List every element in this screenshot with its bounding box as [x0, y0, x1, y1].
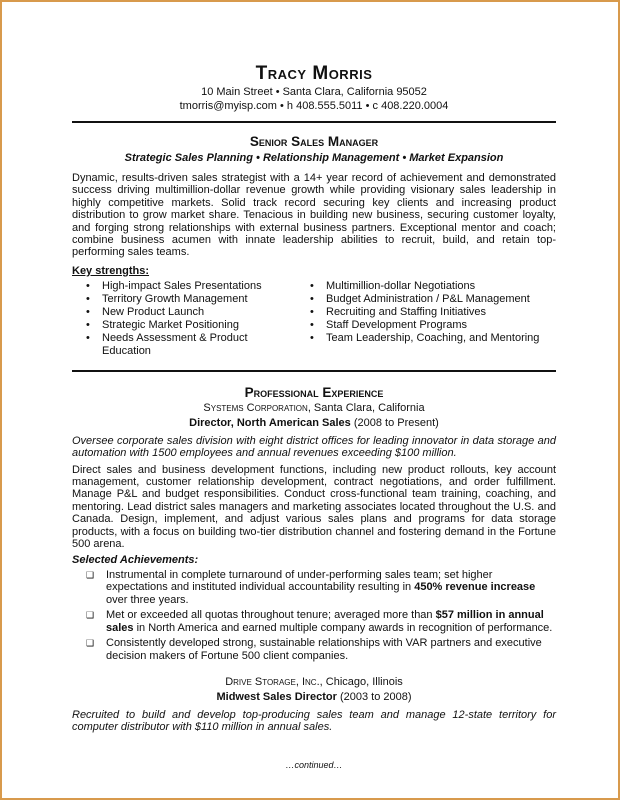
candidate-name: Tracy Morris [255, 63, 373, 84]
square-check-bullet-icon: ❑ [86, 638, 95, 649]
square-check-bullet-icon: ❑ [86, 569, 95, 580]
job2-company: Drive Storage, Inc. [225, 675, 320, 688]
job1-company-line [72, 401, 556, 416]
tagline: Strategic Sales Planning • Relationship Management • Market Expansion [124, 152, 504, 164]
list-item: • Multimillion-dollar Negotiations [296, 280, 556, 293]
target-title: Senior Sales Manager [249, 134, 379, 149]
strengths-left-column [72, 280, 296, 358]
achievements-list [72, 569, 556, 663]
key-strengths-list [72, 280, 556, 358]
address-line: 10 Main Street • Santa Clara, California 95052 [201, 86, 427, 98]
list-item: • Staff Development Programs [296, 319, 556, 332]
resume-page [72, 62, 556, 771]
list-item: • Territory Growth Management [72, 293, 296, 306]
experience-heading: Professional Experience [244, 384, 384, 400]
job1-location: , Santa Clara, California [307, 401, 425, 414]
list-item: • Recruiting and Staffing Initiatives [296, 306, 556, 319]
achievement-text: over three years. [106, 593, 189, 606]
job2-dates: (2003 to 2008) [336, 690, 412, 703]
header-divider [72, 121, 556, 123]
job1-overview: Oversee corporate sales division with eight district offices for leading innovator in data storage and automation with 1500 employees and annual revenues exceeding $100 million. [72, 434, 556, 460]
list-item: • New Product Launch [72, 306, 296, 319]
achievement-highlight: $57 million in annual sales [106, 609, 544, 634]
strengths-right-column [296, 280, 556, 358]
key-strengths-heading: Key strengths: [72, 264, 150, 277]
achievements-heading: Selected Achievements: [72, 553, 199, 566]
list-item: • Team Leadership, Coaching, and Mentoring [296, 332, 556, 345]
continued-marker: …continued… [285, 760, 343, 771]
summary-paragraph: Dynamic, results-driven sales strategist with a 14+ year record of achievement and demonstrated success driving multimillion-dollar revenue growth while providing visionary sales leadership in highly competitive markets. Solid track record securing key clients and increasing product distribution to grow market share. Tenacious in building new business, securing customer loyalty, and forging strong relationships with external business partners. Exceptional mentor and coach; combine business acumen with innate leadership abilities to recruit, build, and retain top-performing sales teams. [72, 172, 556, 259]
job2-title: Midwest Sales Director [216, 690, 337, 703]
list-item: • Needs Assessment & Product Education [72, 332, 296, 358]
list-item: • Budget Administration / P&L Management [296, 293, 556, 306]
achievement-text: Met or exceeded all quotas throughout tenure; averaged more than [106, 609, 436, 622]
job2-title-line [72, 690, 556, 705]
achievement-text: Instrumental in complete turnaround of under-performing sales team; set higher expectations and instituted individual accountability resulting in [106, 568, 493, 594]
job2-company-line [72, 675, 556, 690]
contact-line: tmorris@myisp.com • h 408.555.5011 • c 408.220.0004 [179, 99, 449, 112]
job1-company: Systems Corporation [203, 401, 308, 414]
job2-overview: Recruited to build and develop top-producing sales team and manage 12-state territory for computer distributor with $110 million in annual sales. [72, 708, 556, 734]
job1-description: Direct sales and business development functions, including new product rollouts, key account management, customer relationship development, contract negotiations, and order fulfillment. Manage P&L and budget responsibilities. Conduct cross-functional team training, coaching, and mentoring. Lead district sales managers and marketing associates located throughout the U.S. and Canada. Design, implement, and adjust various sales plans and programs for data storage products, with a focus on building two-tier distribution channel and fostering demand in the Fortune 500 arena. [72, 463, 556, 551]
job1-title-line [72, 416, 556, 431]
square-check-bullet-icon: ❑ [86, 610, 95, 621]
resume-header [72, 62, 556, 113]
achievement-item [72, 569, 556, 607]
job1-title: Director, North American Sales [189, 416, 351, 429]
job2-location: , Chicago, Illinois [319, 675, 403, 688]
achievement-item [72, 637, 556, 662]
summary-section [72, 133, 556, 166]
achievement-highlight: 450% revenue increase [414, 581, 536, 594]
section-divider [72, 370, 556, 372]
achievement-text: in North America and earned multiple company awards in recognition of performance. [133, 621, 553, 634]
list-item: • High-impact Sales Presentations [72, 280, 296, 293]
job1-dates: (2008 to Present) [350, 416, 439, 429]
achievement-text: Consistently developed strong, sustainable relationships with VAR partners and executive decision makers of Fortune 500 client companies. [106, 637, 542, 663]
achievement-item [72, 609, 556, 634]
list-item: • Strategic Market Positioning [72, 319, 296, 332]
